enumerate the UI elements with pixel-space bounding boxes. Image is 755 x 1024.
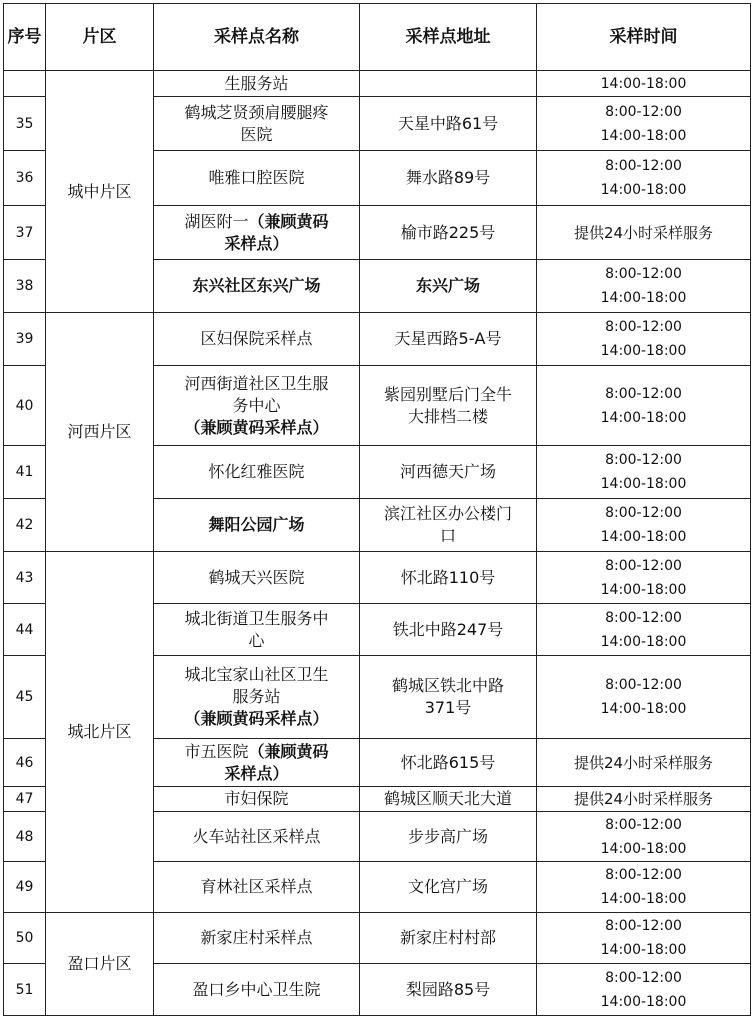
row-index: 46 (4, 739, 46, 787)
zone-cell-hexi: 河西片区 (46, 313, 154, 552)
site-address: 榆市路225号 (360, 206, 537, 260)
table (3, 3, 751, 1016)
header-index: 序号 (4, 4, 46, 71)
sampling-time: 8:00-12:00 14:00-18:00 (537, 151, 751, 206)
site-address (360, 71, 537, 97)
site-name: 东兴社区东兴广场 (154, 260, 360, 313)
row-index: 42 (4, 499, 46, 552)
header-site-name: 采样点名称 (154, 4, 360, 71)
zone-cell-yingkou: 盈口片区 (46, 913, 154, 1016)
sampling-time: 提供24小时采样服务 (537, 787, 751, 812)
sampling-time: 8:00-12:00 14:00-18:00 (537, 812, 751, 862)
row-index: 40 (4, 366, 46, 446)
site-name: 怀化红雅医院 (154, 446, 360, 499)
row-index: 36 (4, 151, 46, 206)
zone-cell-chengzhong: 城中片区 (46, 71, 154, 313)
site-address: 怀北路615号 (360, 739, 537, 787)
row-index: 35 (4, 97, 46, 151)
site-name: 鹤城天兴医院 (154, 552, 360, 604)
site-name: 唯雅口腔医院 (154, 151, 360, 206)
site-name: 盈口乡中心卫生院 (154, 964, 360, 1016)
table-row (4, 552, 751, 604)
sampling-time: 14:00-18:00 (537, 71, 751, 97)
site-name: 区妇保院采样点 (154, 313, 360, 366)
site-name: 舞阳公园广场 (154, 499, 360, 552)
site-address: 步步高广场 (360, 812, 537, 862)
row-index: 44 (4, 604, 46, 656)
sampling-time: 8:00-12:00 14:00-18:00 (537, 964, 751, 1016)
site-name: 生服务站 (154, 71, 360, 97)
row-index: 39 (4, 313, 46, 366)
site-name: 火车站社区采样点 (154, 812, 360, 862)
sampling-time: 提供24小时采样服务 (537, 206, 751, 260)
row-index: 45 (4, 656, 46, 739)
site-address: 滨江社区办公楼门 口 (360, 499, 537, 552)
sampling-time: 8:00-12:00 14:00-18:00 (537, 446, 751, 499)
sampling-time: 8:00-12:00 14:00-18:00 (537, 862, 751, 913)
site-address: 东兴广场 (360, 260, 537, 313)
row-index: 47 (4, 787, 46, 812)
sampling-time: 8:00-12:00 14:00-18:00 (537, 313, 751, 366)
site-address: 鹤城区铁北中路 371号 (360, 656, 537, 739)
site-address: 天星中路61号 (360, 97, 537, 151)
row-index: 50 (4, 913, 46, 964)
zone-cell-chengbei: 城北片区 (46, 552, 154, 913)
site-name: 河西街道社区卫生服 务中心 （兼顾黄码采样点） (154, 366, 360, 446)
site-address: 紫园别墅后门全牛 大排档二楼 (360, 366, 537, 446)
site-address: 铁北中路247号 (360, 604, 537, 656)
header-sampling-time: 采样时间 (537, 4, 751, 71)
table-row (4, 313, 751, 366)
header-zone: 片区 (46, 4, 154, 71)
header-site-address: 采样点地址 (360, 4, 537, 71)
row-index: 41 (4, 446, 46, 499)
site-address: 天星西路5-A号 (360, 313, 537, 366)
sampling-time: 8:00-12:00 14:00-18:00 (537, 552, 751, 604)
table-row (4, 71, 751, 97)
sampling-time: 8:00-12:00 14:00-18:00 (537, 499, 751, 552)
site-address: 文化宫广场 (360, 862, 537, 913)
site-address: 怀北路110号 (360, 552, 537, 604)
sampling-time: 提供24小时采样服务 (537, 739, 751, 787)
row-index: 49 (4, 862, 46, 913)
sampling-time: 8:00-12:00 14:00-18:00 (537, 366, 751, 446)
sampling-time: 8:00-12:00 14:00-18:00 (537, 260, 751, 313)
row-index: 43 (4, 552, 46, 604)
site-address: 河西德天广场 (360, 446, 537, 499)
sampling-time: 8:00-12:00 14:00-18:00 (537, 656, 751, 739)
site-name: 鹤城芝贤颈肩腰腿疼 医院 (154, 97, 360, 151)
row-index: 51 (4, 964, 46, 1016)
site-address: 鹤城区顺天北大道 (360, 787, 537, 812)
site-name: 湖医附一（兼顾黄码 采样点） (154, 206, 360, 260)
header-row (4, 4, 751, 71)
sampling-time: 8:00-12:00 14:00-18:00 (537, 97, 751, 151)
site-name: 城北宝家山社区卫生 服务站 （兼顾黄码采样点） (154, 656, 360, 739)
site-name: 新家庄村采样点 (154, 913, 360, 964)
row-index: 37 (4, 206, 46, 260)
row-index: 48 (4, 812, 46, 862)
site-address: 梨园路85号 (360, 964, 537, 1016)
sampling-time: 8:00-12:00 14:00-18:00 (537, 913, 751, 964)
site-name: 市五医院（兼顾黄码 采样点） (154, 739, 360, 787)
table-row (4, 913, 751, 964)
row-index: 38 (4, 260, 46, 313)
site-name: 城北街道卫生服务中 心 (154, 604, 360, 656)
site-name: 育林社区采样点 (154, 862, 360, 913)
site-address: 新家庄村村部 (360, 913, 537, 964)
site-name: 市妇保院 (154, 787, 360, 812)
sampling-time: 8:00-12:00 14:00-18:00 (537, 604, 751, 656)
site-address: 舞水路89号 (360, 151, 537, 206)
sampling-sites-table (3, 3, 750, 1015)
row-index (4, 71, 46, 97)
